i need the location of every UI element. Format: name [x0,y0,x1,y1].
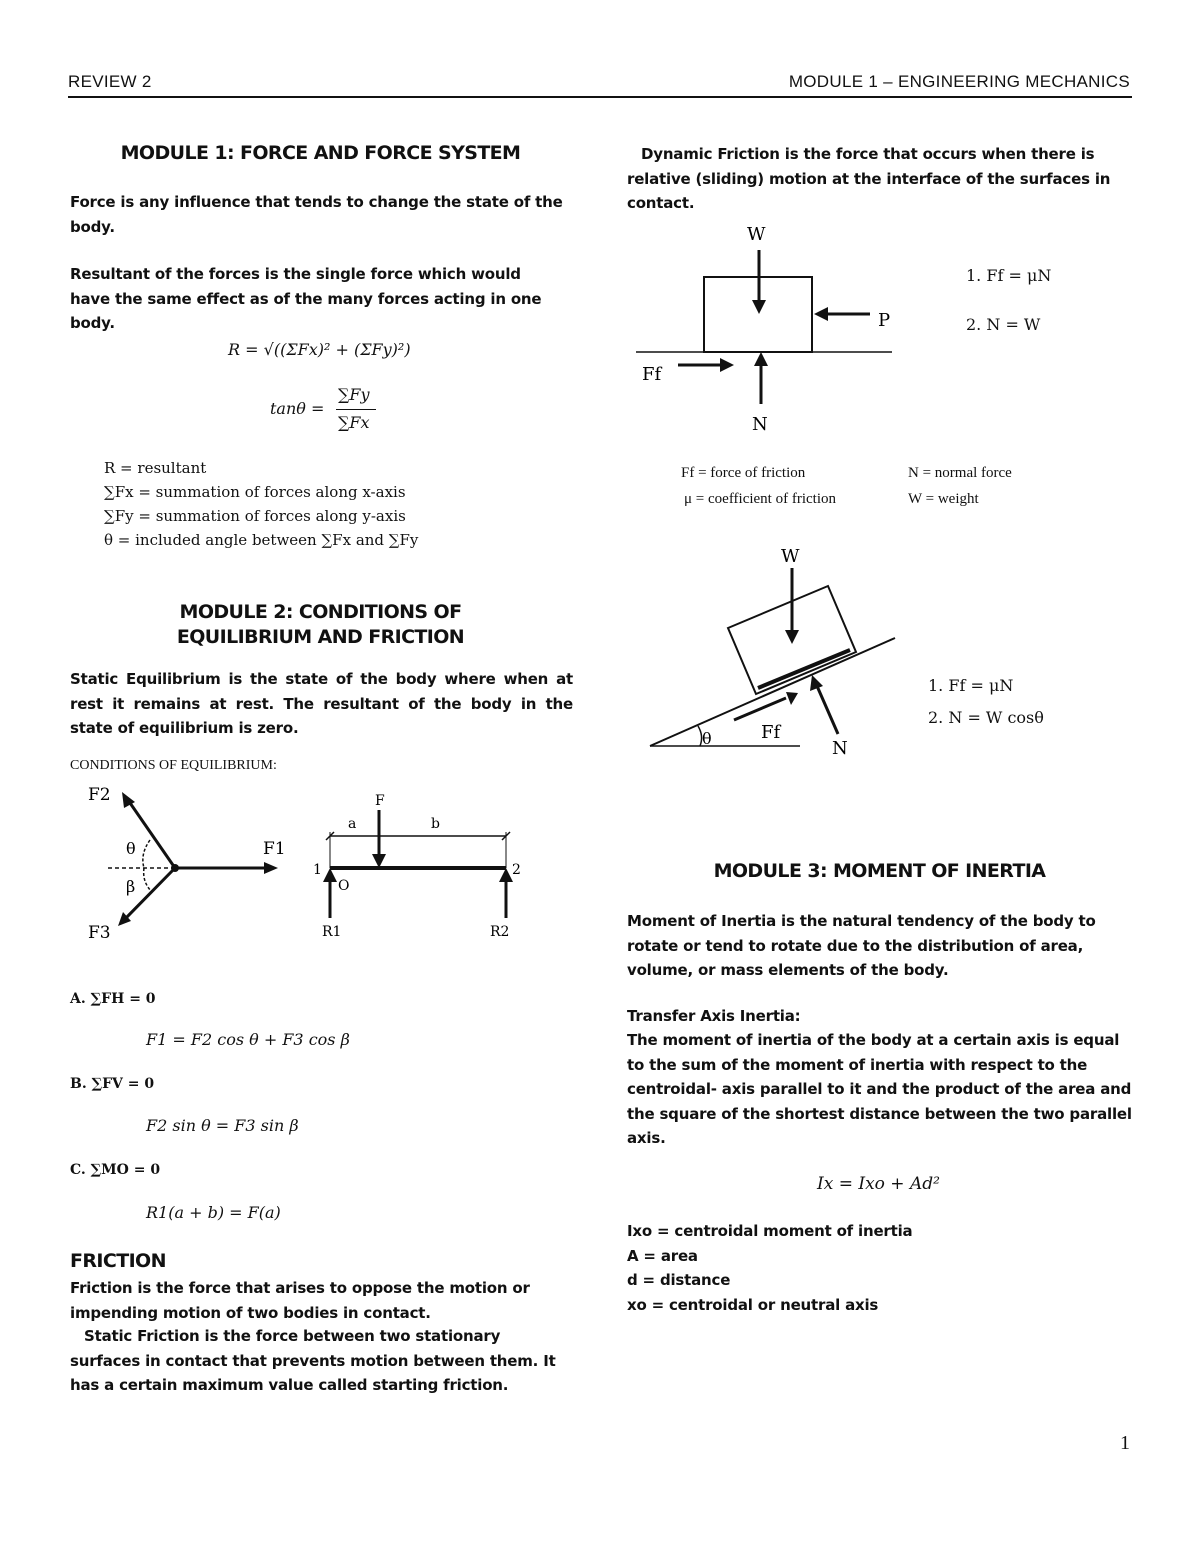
transfer-axis-title: Transfer Axis Inertia: [627,1007,801,1025]
fig2-equation-2: 2. N = W cosθ [928,708,1044,727]
fig1-equation-2: 2. N = W [966,315,1041,334]
conditions-label: CONDITIONS OF EQUILIBRIUM: [70,758,277,773]
weight-arrowhead [752,300,766,314]
f3-label: F3 [88,923,111,943]
friction-arrowhead [786,692,798,705]
module2-title [68,600,573,650]
fig2-ff-label: Ff [761,722,781,743]
module1-title: MODULE 1: FORCE AND FORCE SYSTEM [120,142,521,164]
legend-item: θ = included angle between ∑Fx and ∑Fy [104,531,419,549]
friction-arrow-shaft [734,698,786,720]
fig1-p-label: P [878,310,891,331]
legend-item: ∑Fx = summation of forces along x-axis [104,483,406,501]
legend-item: R = resultant [104,459,207,477]
fig1-equation-1: 1. Ff = μN [966,266,1052,285]
load-f-label: F [375,793,385,809]
tan-fraction-bar [336,409,376,410]
theta-label: θ [126,839,136,858]
beta-arc [144,868,152,892]
point-2-label: 2 [512,862,521,878]
f1-arrowhead [264,862,278,874]
module3-title: MODULE 3: MOMENT OF INERTIA [713,860,1046,882]
legend-item: A = area [627,1246,698,1265]
f1-label: F1 [263,839,286,859]
condition-c-equation: R1(a + b) = F(a) [146,1203,281,1222]
static-friction-definition: Static Friction is the force between two stationary surfaces in contact that prevents motion between them. It has a certain maximum value called starting friction. [70,1327,556,1394]
point-o-label: O [338,878,350,894]
friction-arrowhead [720,358,734,372]
point-1-label: 1 [313,862,322,878]
normal-arrowhead [754,352,768,366]
tan-numerator: ∑Fy [338,385,370,404]
theta-arc [143,840,150,868]
static-equilibrium-definition: Static Equilibrium is the state of the body where when at rest it remains at rest. The resultant of the body in the state of equilibrium is zero. [70,670,573,737]
tan-equation-left: tanθ = [270,399,325,418]
beta-label: β [126,877,136,896]
legend-item: d = distance [627,1271,731,1289]
module2-title-line1: MODULE 2: CONDITIONS OF [179,601,462,623]
fig2-theta-label: θ [702,729,712,748]
reaction-r2-arrowhead [499,868,513,882]
legend-item: Ixo = centroidal moment of inertia [627,1222,913,1240]
fig1-ff-label: Ff [642,364,662,385]
fig1-w-label: W [747,224,766,245]
legend-coefficient-of-friction: μ = coefficient of friction [684,491,836,507]
load-f-arrowhead [372,854,386,868]
reaction-r1-arrowhead [323,868,337,882]
legend-normal-force: N = normal force [908,465,1012,481]
fig2-w-label: W [781,546,800,567]
friction-diagram-horizontal [630,218,900,438]
condition-b-equation: F2 sin θ = F3 sin β [146,1116,299,1135]
transfer-axis-equation: Ix = Ixo + Ad² [817,1174,940,1194]
legend-item: ∑Fy = summation of forces along y-axis [104,507,406,525]
reaction-r2-label: R2 [490,924,510,940]
contact-surface [758,650,850,688]
dim-b-label: b [431,816,440,832]
dynamic-friction-definition: Dynamic Friction is the force that occurs when there is relative (sliding) motion at the interface of the surfaces in contact. [627,145,1111,212]
fig1-n-label: N [752,414,768,435]
header-rule [68,96,1132,98]
resultant-equation: R = √((ΣFx)² + (ΣFy)²) [228,340,411,359]
fig2-n-label: N [832,738,848,759]
f2-label: F2 [88,785,111,805]
normal-arrow-shaft [817,686,838,734]
page-number: 1 [1120,1432,1130,1454]
force-definition: Force is any influence that tends to change the state of the body. [70,193,563,236]
module1-legend [104,456,418,552]
module3-legend [627,1219,912,1317]
transfer-axis-definition: The moment of inertia of the body at a certain axis is equal to the sum of the moment of inertia with respect to the centroidal- axis parallel to it and the product of the area and the square of the shortest distance between the two parallel axis. [627,1031,1132,1147]
weight-arrowhead [785,630,799,644]
friction-title: FRICTION [70,1250,166,1272]
legend-weight: W = weight [908,491,979,507]
header-right: MODULE 1 – ENGINEERING MECHANICS [788,72,1130,91]
tan-denominator: ∑Fx [338,413,370,432]
concurrent-point [171,864,179,872]
dim-a-label: a [348,816,357,832]
header-left: REVIEW 2 [68,72,152,91]
condition-a-label: A. ∑FH = 0 [70,991,156,1007]
beam-diagram [308,788,538,943]
friction-definition: Friction is the force that arises to oppose the motion or impending motion of two bodies in contact. [70,1279,530,1322]
module2-title-line2: EQUILIBRIUM AND FRICTION [176,626,465,648]
fig2-equation-1: 1. Ff = μN [928,676,1014,695]
legend-force-of-friction: Ff = force of friction [681,465,806,481]
reaction-r1-label: R1 [322,924,342,940]
condition-a-equation: F1 = F2 cos θ + F3 cos β [146,1030,350,1049]
legend-item: xo = centroidal or neutral axis [627,1295,879,1314]
force-system-diagram [80,780,300,950]
moment-of-inertia-definition: Moment of Inertia is the natural tendency of the body to rotate or tend to rotate due to the distribution of area, volume, or mass elements of the body. [627,912,1096,979]
condition-b-label: B. ∑FV = 0 [70,1076,155,1092]
friction-diagram-inclined [640,540,920,770]
push-arrowhead [814,307,828,321]
resultant-definition: Resultant of the forces is the single force which would have the same effect as of the many forces acting in one body. [70,265,542,332]
condition-c-label: C. ∑MO = 0 [70,1162,161,1178]
normal-arrowhead [810,675,823,691]
